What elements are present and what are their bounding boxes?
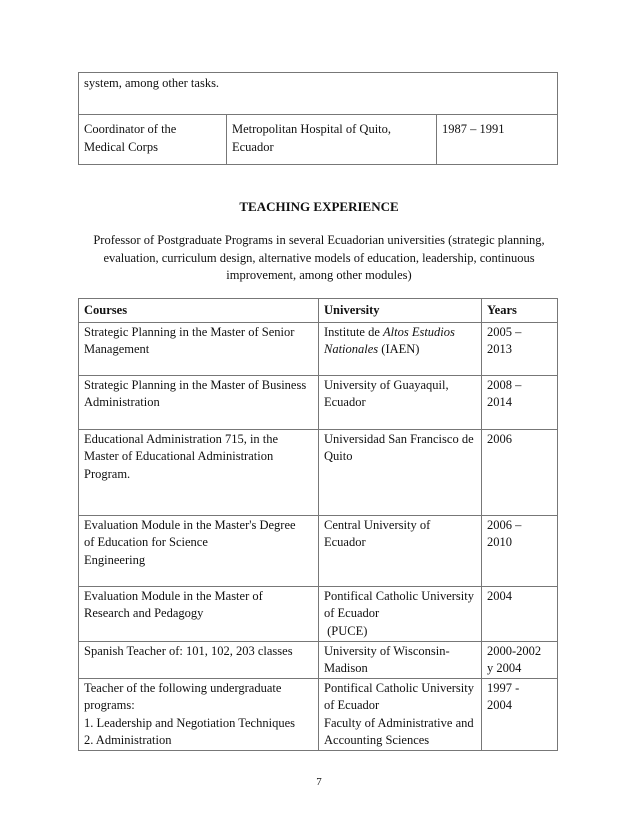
university-line: Ecuador [324, 535, 366, 549]
years-line: 1997 - [487, 680, 520, 695]
university-line [324, 324, 476, 342]
institution-line: Metropolitan Hospital of Quito, [232, 122, 392, 136]
university-line: Faculty of Administrative and [324, 715, 474, 730]
course-line: Educational Administration 715, in the [84, 431, 279, 446]
university-line: Pontifical Catholic University [324, 588, 474, 603]
years-cell [482, 429, 558, 515]
university-line: Central University of [324, 517, 431, 532]
university-cell [319, 429, 482, 515]
course-line: Administration [84, 395, 160, 409]
course-line: Evaluation Module in the Master's Degree [84, 517, 296, 532]
years-cell [482, 515, 558, 586]
institution-cell [227, 115, 437, 165]
table-row [79, 115, 558, 165]
university-cell [319, 515, 482, 586]
intro-line: improvement, among other modules) [226, 268, 412, 282]
table-row [79, 586, 558, 641]
course-cell [79, 678, 319, 750]
table-row [79, 73, 558, 115]
column-header-courses: Courses [79, 299, 319, 323]
course-cell [79, 375, 319, 429]
years-line: 2006 – [487, 517, 522, 532]
course-cell [79, 641, 319, 678]
role-cell [79, 115, 227, 165]
course-line: 2. Administration [84, 733, 172, 747]
years-cell [482, 586, 558, 641]
course-line: of Education for Science [84, 535, 208, 549]
university-line: (PUCE) [324, 623, 368, 638]
university-cell [319, 586, 482, 641]
table-row [79, 322, 558, 375]
university-line [324, 341, 476, 359]
course-line: Spanish Teacher of: 101, 102, 203 classes [84, 643, 293, 658]
employment-table-continued [78, 72, 558, 165]
course-line: Master of Educational Administration [84, 449, 274, 463]
university-text-italic: Altos Estudios [383, 324, 455, 339]
continuation-text: system, among other tasks. [84, 76, 220, 90]
university-cell [319, 678, 482, 750]
years-value: 1987 – 1991 [442, 122, 505, 136]
course-line: Management [84, 342, 150, 356]
table-row [79, 515, 558, 586]
course-line: Strategic Planning in the Master of Senior [84, 324, 295, 339]
years-cell [482, 375, 558, 429]
years-line: 2010 [487, 535, 512, 549]
years-line: 2000-2002 [487, 643, 542, 658]
university-line: Ecuador [324, 395, 366, 409]
years-cell [482, 678, 558, 750]
course-cell [79, 429, 319, 515]
table-row [79, 641, 558, 678]
course-line: Program. [84, 466, 131, 481]
course-line: Evaluation Module in the Master of [84, 588, 263, 603]
university-line: Universidad San Francisco de [324, 431, 474, 446]
years-line: 2008 – [487, 377, 522, 392]
course-line: Strategic Planning in the Master of Business [84, 377, 307, 392]
institution-line: Ecuador [232, 139, 274, 154]
university-line: Quito [324, 449, 353, 463]
years-line: y 2004 [487, 661, 522, 675]
years-cell [437, 115, 558, 165]
role-line: Medical Corps [84, 139, 158, 154]
course-line: Engineering [84, 552, 146, 567]
course-line: Research and Pedagogy [84, 606, 204, 620]
intro-line: Professor of Postgraduate Programs in several Ecuadorian universities (strategic planning, [93, 233, 545, 247]
course-cell [79, 515, 319, 586]
years-line: 2014 [487, 395, 512, 409]
university-line: University of Wisconsin- [324, 643, 450, 658]
university-line: Madison [324, 661, 368, 675]
course-line: 1. Leadership and Negotiation Techniques [84, 715, 295, 730]
section-heading: TEACHING EXPERIENCE [239, 199, 399, 214]
university-line: of Ecuador [324, 698, 380, 712]
university-line: of Ecuador [324, 606, 380, 620]
teaching-intro [90, 232, 548, 285]
column-header-university: University [319, 299, 482, 323]
university-line: Pontifical Catholic University [324, 680, 474, 695]
continuation-cell [79, 73, 558, 115]
table-row [79, 429, 558, 515]
years-cell [482, 641, 558, 678]
teaching-table [78, 298, 558, 751]
university-line: Accounting Sciences [324, 733, 430, 747]
university-text-italic: Nationales [324, 342, 379, 356]
years-line: 2005 – [487, 324, 522, 339]
role-line: Coordinator of the [84, 122, 177, 136]
years-cell [482, 322, 558, 375]
university-line: University of Guayaquil, [324, 377, 449, 392]
column-header-years: Years [482, 299, 558, 323]
table-row [79, 375, 558, 429]
years-line: 2004 [487, 588, 512, 603]
table-header-row [79, 299, 558, 323]
course-cell [79, 586, 319, 641]
course-line: Teacher of the following undergraduate [84, 680, 282, 695]
course-line: programs: [84, 698, 135, 712]
university-text: Institute de [324, 324, 384, 339]
table-row [79, 678, 558, 750]
university-cell [319, 375, 482, 429]
years-line: 2013 [487, 342, 512, 356]
years-line: 2006 [487, 431, 512, 446]
university-cell [319, 322, 482, 375]
page-number: 7 [316, 776, 322, 788]
intro-line: evaluation, curriculum design, alternative models of education, leadership, continuous [103, 250, 535, 265]
university-text: (IAEN) [378, 342, 420, 356]
course-cell [79, 322, 319, 375]
years-line: 2004 [487, 698, 512, 712]
university-cell [319, 641, 482, 678]
